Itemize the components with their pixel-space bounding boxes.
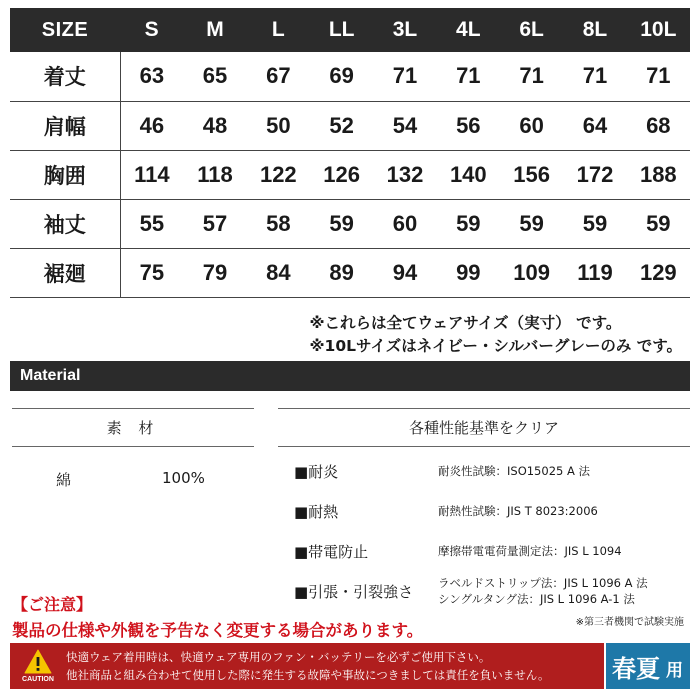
size-col-header: 4L (437, 8, 500, 52)
performance-test: 耐炎性試験：ISO15025 A 法 (438, 464, 591, 478)
performance-item (278, 531, 690, 571)
table-cell: 55 (120, 199, 183, 248)
size-col-header: 8L (563, 8, 626, 52)
table-cell: 59 (627, 199, 690, 248)
table-cell: 119 (563, 248, 626, 297)
composition-row (12, 469, 254, 490)
row-label: 袖丈 (10, 199, 120, 248)
size-col-header: 6L (500, 8, 563, 52)
fiber-percent: 100% (162, 469, 205, 487)
table-cell: 69 (329, 63, 354, 89)
season-suffix: 用 (666, 661, 683, 681)
caution-title: 【ご注意】 (12, 595, 93, 614)
performance-item (278, 451, 690, 491)
warning-line: 他社商品と組み合わせて使用した際に発生する故障や事故につきましては責任を負いません。 (66, 668, 550, 682)
table-cell: 60 (373, 199, 436, 248)
performance-name: ■耐炎 (294, 463, 339, 481)
table-row (10, 150, 690, 199)
table-cell: 84 (247, 248, 310, 297)
size-col-header: LL (310, 8, 373, 52)
table-cell: 59 (437, 199, 500, 248)
fiber-name: 綿 (56, 471, 72, 489)
material-section-header: Material (10, 361, 690, 391)
table-cell: 122 (247, 150, 310, 199)
table-row (10, 101, 690, 150)
size-col-header: L (247, 8, 310, 52)
table-cell: 132 (373, 150, 436, 199)
performance-item (278, 571, 690, 611)
table-cell: 54 (373, 101, 436, 150)
row-label: 着丈 (10, 52, 120, 101)
performance-header: 各種性能基準をクリア (278, 408, 690, 447)
row-label: 裾廻 (10, 248, 120, 297)
table-row (10, 52, 690, 101)
table-cell: 65 (202, 63, 228, 89)
performance-name: ■耐熱 (294, 503, 339, 521)
performance-name: ■引張・引裂強さ (294, 583, 414, 601)
size-header-row (10, 8, 690, 52)
performance-test-group (438, 575, 648, 607)
warning-banner (10, 643, 604, 689)
table-cell: 99 (437, 248, 500, 297)
table-cell: 58 (247, 199, 310, 248)
size-col-header: 10L (627, 8, 690, 52)
table-cell: 79 (183, 248, 246, 297)
size-header-label: SIZE (10, 8, 120, 52)
table-cell: 71 (392, 63, 418, 89)
row-label: 肩幅 (10, 101, 120, 150)
composition-header: 素 材 (12, 408, 254, 447)
table-cell: 126 (310, 150, 373, 199)
table-cell: 188 (627, 150, 690, 199)
table-cell: 71 (519, 63, 544, 89)
size-notes (309, 312, 682, 358)
performance-item (278, 491, 690, 531)
table-cell: 68 (627, 101, 690, 150)
warning-text (66, 648, 549, 684)
table-cell: 50 (247, 101, 310, 150)
caution-icon-label: CAUTION (22, 676, 54, 683)
table-cell: 75 (120, 248, 183, 297)
table-cell: 140 (437, 150, 500, 199)
table-cell: 56 (437, 101, 500, 150)
table-cell: 64 (563, 101, 626, 150)
table-cell: 129 (627, 248, 690, 297)
table-cell: 118 (183, 150, 246, 199)
table-cell: 89 (310, 248, 373, 297)
table-cell: 114 (120, 150, 183, 199)
table-cell: 60 (500, 101, 563, 150)
material-composition-panel (12, 408, 254, 490)
table-cell: 52 (310, 101, 373, 150)
table-row (10, 199, 690, 248)
table-cell: 59 (310, 199, 373, 248)
table-cell: 109 (500, 248, 563, 297)
third-party-note: ※第三者機関で試験実施 (575, 617, 684, 628)
season-badge (604, 643, 690, 689)
performance-test: 摩擦帯電電荷量測定法：JIS L 1094 (438, 544, 622, 558)
caution-notice: 製品の仕様や外観を予告なく変更する場合があります。 (12, 621, 424, 640)
performance-test: シングルタング法：JIS L 1096 A-1 法 (438, 592, 635, 606)
table-cell: 71 (582, 63, 608, 89)
table-row (10, 248, 690, 297)
size-note: ※これらは全てウェアサイズ（実寸） です。 (309, 314, 622, 332)
size-col-header: S (120, 8, 183, 52)
table-cell: 59 (563, 199, 626, 248)
performance-test: ラベルドストリップ法：JIS L 1096 A 法 (438, 576, 648, 590)
table-cell: 46 (120, 101, 183, 150)
row-label: 胸囲 (10, 150, 120, 199)
table-cell: 71 (456, 63, 481, 89)
performance-panel (278, 408, 690, 611)
table-cell: 94 (373, 248, 436, 297)
season-label: 春夏 (612, 655, 660, 683)
table-cell: 156 (500, 150, 563, 199)
table-cell: 67 (266, 63, 291, 89)
table-cell: 59 (500, 199, 563, 248)
table-cell: 63 (139, 63, 165, 89)
table-cell: 48 (183, 101, 246, 150)
performance-test: 耐熱性試験：JIS T 8023:2006 (438, 504, 598, 518)
warning-line: 快適ウェア着用時は、快適ウェア専用のファン・バッテリーを必ずご使用下さい。 (66, 650, 491, 664)
table-cell: 71 (646, 63, 671, 89)
size-note: ※10Lサイズはネイビー・シルバーグレーのみ です。 (309, 337, 682, 355)
warning-triangle-icon (18, 649, 58, 685)
table-cell: 172 (563, 150, 626, 199)
size-col-header: M (183, 8, 246, 52)
size-col-header: 3L (373, 8, 436, 52)
performance-name: ■帯電防止 (294, 543, 369, 561)
table-cell: 57 (183, 199, 246, 248)
size-table (10, 8, 690, 298)
